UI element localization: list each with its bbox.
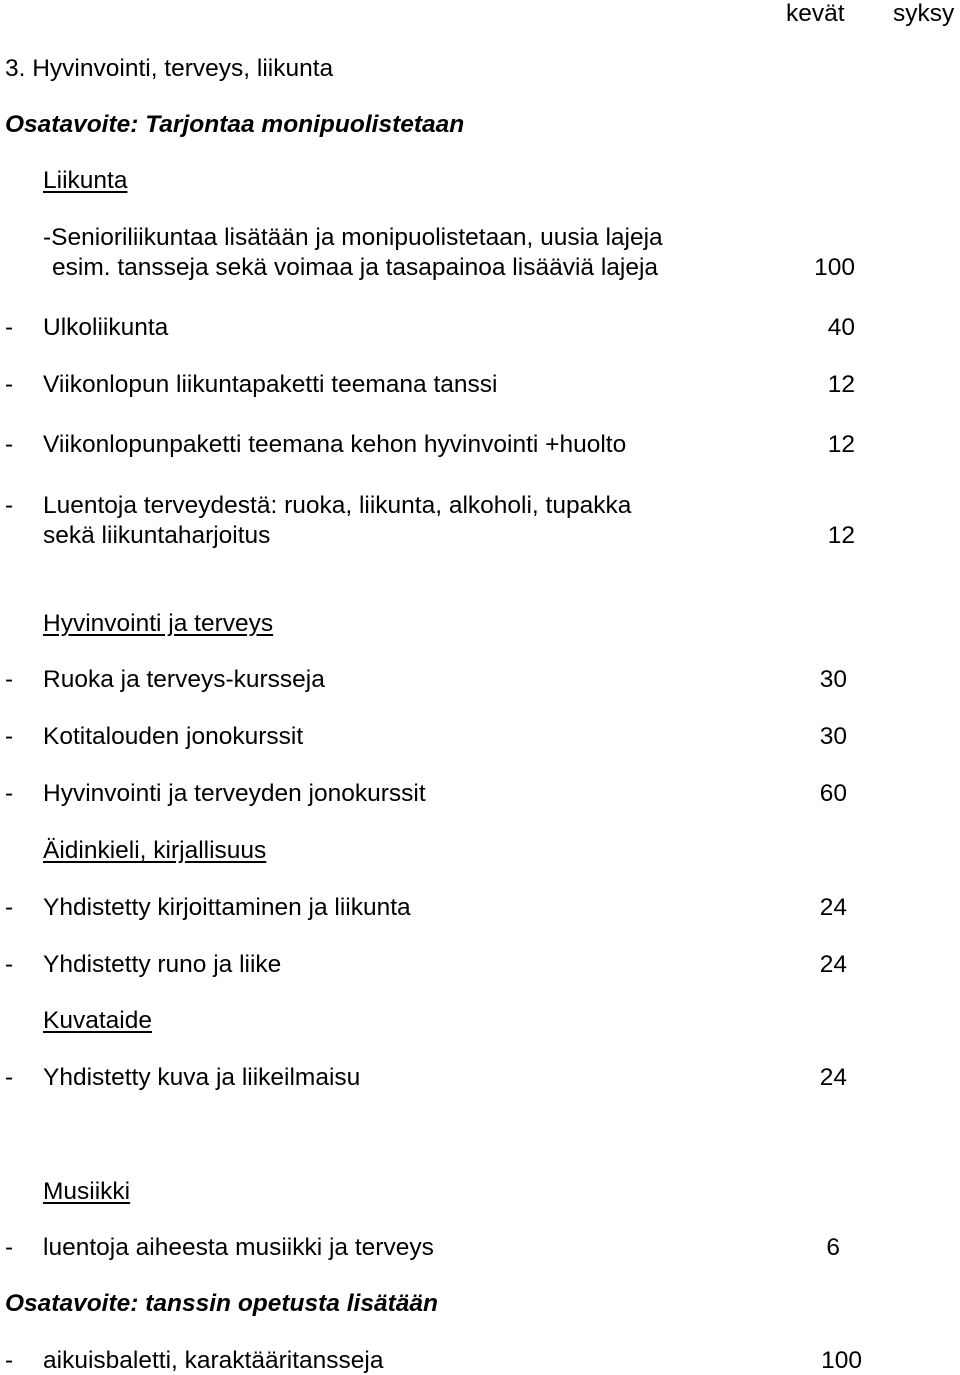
item-value: 100 <box>814 254 855 281</box>
list-dash: - <box>5 371 14 398</box>
item-value: 12 <box>827 431 855 458</box>
item-text: aikuisbaletti, karaktääritansseja <box>43 1347 384 1374</box>
subgoal-heading: Osatavoite: tanssin opetusta lisätään <box>5 1290 438 1317</box>
list-dash: - <box>5 431 14 458</box>
item-text: Viikonlopun liikuntapaketti teemana tanssi <box>43 371 498 398</box>
item-value: 24 <box>819 1064 847 1091</box>
item-text: Ruoka ja terveys-kursseja <box>43 666 325 693</box>
item-text-line2: sekä liikuntaharjoitus <box>43 522 271 549</box>
list-dash: - <box>5 492 14 519</box>
aidinkieli-heading: Äidinkieli, kirjallisuus <box>43 837 267 864</box>
list-dash: - <box>5 780 14 807</box>
hyvinvointi-heading: Hyvinvointi ja terveys <box>43 610 274 637</box>
kuvataide-heading: Kuvataide <box>43 1007 152 1034</box>
column-header-spring: kevät <box>786 0 845 27</box>
item-text: Hyvinvointi ja terveyden jonokurssit <box>43 780 426 807</box>
list-dash: - <box>5 666 14 693</box>
item-text: Yhdistetty runo ja liike <box>43 951 282 978</box>
item-text-line1: -Senioriliikuntaa lisätään ja monipuolistetaan, uusia lajeja <box>43 224 663 251</box>
list-dash: - <box>5 1064 14 1091</box>
list-dash: - <box>5 314 14 341</box>
item-value: 60 <box>819 780 847 807</box>
subgoal-heading: Osatavoite: Tarjontaa monipuolistetaan <box>5 111 465 138</box>
list-dash: - <box>5 1347 14 1374</box>
item-text-line2: esim. tansseja sekä voimaa ja tasapainoa lisääviä lajeja <box>52 254 659 281</box>
list-dash: - <box>5 1234 14 1261</box>
item-value: 30 <box>819 666 847 693</box>
list-dash: - <box>5 894 14 921</box>
item-value: 30 <box>819 723 847 750</box>
list-dash: - <box>5 723 14 750</box>
item-value: 24 <box>819 894 847 921</box>
item-text: Ulkoliikunta <box>43 314 169 341</box>
item-text: Yhdistetty kirjoittaminen ja liikunta <box>43 894 411 921</box>
liikunta-heading: Liikunta <box>43 167 128 194</box>
column-header-autumn: syksy <box>893 0 955 27</box>
item-text: Yhdistetty kuva ja liikeilmaisu <box>43 1064 361 1091</box>
musiikki-heading: Musiikki <box>43 1178 131 1205</box>
list-dash: - <box>5 951 14 978</box>
item-text: luentoja aiheesta musiikki ja terveys <box>43 1234 434 1261</box>
item-value: 12 <box>827 522 855 549</box>
item-value: 6 <box>826 1234 840 1261</box>
item-value: 24 <box>819 951 847 978</box>
item-value: 100 <box>821 1347 862 1374</box>
item-text: Kotitalouden jonokurssit <box>43 723 304 750</box>
item-value: 40 <box>827 314 855 341</box>
item-text-line1: Luentoja terveydestä: ruoka, liikunta, alkoholi, tupakka <box>43 492 632 519</box>
item-value: 12 <box>827 371 855 398</box>
section-title: 3. Hyvinvointi, terveys, liikunta <box>5 55 334 82</box>
item-text: Viikonlopunpaketti teemana kehon hyvinvointi +huolto <box>43 431 627 458</box>
